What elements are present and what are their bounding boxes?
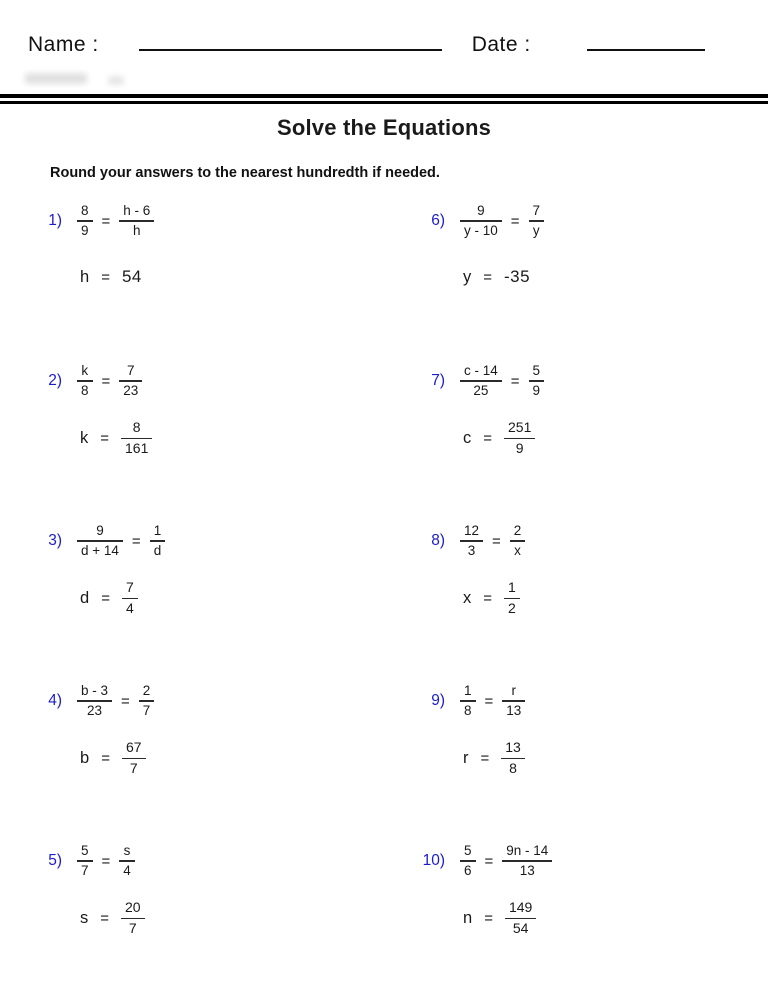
equals-sign: =: [101, 268, 110, 286]
answer-row: [463, 899, 768, 938]
fraction-numerator: 149: [508, 899, 533, 916]
answer-row: [80, 419, 383, 458]
equation-row: [417, 675, 768, 727]
fraction-denominator: 23: [86, 702, 103, 718]
problem-block: [383, 829, 768, 989]
equals-sign: =: [484, 909, 493, 927]
problem-number: 7): [431, 372, 445, 390]
fraction-denominator: 4: [125, 600, 134, 617]
fraction-denominator: 7: [81, 862, 89, 878]
fraction-denominator: 9: [515, 440, 524, 457]
equation-rhs-fraction: [529, 363, 545, 400]
equals-sign: =: [100, 909, 110, 927]
problem-number: 1): [48, 212, 62, 230]
fraction-numerator: s: [123, 842, 131, 858]
fraction-bar: [77, 540, 123, 542]
equation-rhs-fraction: [119, 843, 135, 880]
equation-row: [417, 195, 768, 247]
problem-block: [383, 509, 768, 669]
fraction-bar: [119, 860, 135, 862]
fraction-bar: [460, 860, 476, 862]
answer-value: [501, 739, 525, 778]
fraction-numerator: 12: [464, 522, 480, 538]
equation-rhs-fraction: [139, 683, 155, 720]
fraction-denominator: 9: [81, 222, 89, 238]
name-label: Name :: [28, 33, 99, 57]
answer-value: [122, 739, 146, 778]
fraction-denominator: 54: [512, 920, 529, 937]
answer-variable: b: [80, 748, 90, 767]
fraction-bar: [460, 220, 502, 222]
fraction-denominator: d: [153, 542, 162, 558]
fraction-denominator: 23: [123, 382, 139, 398]
equation-row: [34, 675, 383, 727]
answer-row: [463, 579, 768, 618]
fraction-numerator: 2: [142, 682, 151, 698]
fraction-denominator: 7: [129, 760, 138, 777]
equals-sign: =: [480, 749, 490, 767]
fraction-numerator: 1: [153, 522, 162, 538]
equals-sign: =: [101, 212, 111, 230]
fraction-bar: [77, 700, 112, 702]
answer-value: [121, 419, 152, 458]
fraction-denominator: 13: [506, 702, 522, 718]
fraction-denominator: 2: [508, 600, 516, 617]
equation-row: [34, 515, 383, 567]
fraction-bar: [119, 220, 154, 222]
problem-block: [0, 669, 383, 829]
equation-lhs-fraction: [460, 203, 502, 240]
equation-rhs-fraction: [502, 683, 525, 720]
fraction-bar: [460, 540, 483, 542]
equation-lhs-fraction: [460, 843, 476, 880]
fraction-denominator: 8: [509, 760, 517, 777]
fraction-denominator: 8: [81, 382, 89, 398]
fraction-bar: [505, 918, 536, 920]
fraction-bar: [460, 380, 502, 382]
equation-rhs-fraction: [502, 843, 552, 880]
fraction-bar: [122, 758, 146, 760]
fraction-denominator: d + 14: [81, 542, 119, 558]
problem-block: [0, 189, 383, 349]
fraction-bar: [501, 758, 525, 760]
equation-row: [417, 515, 768, 567]
problem-number: 2): [48, 372, 62, 390]
problem-block: [0, 349, 383, 509]
answer-variable: c: [463, 428, 472, 447]
fraction-numerator: 1: [508, 579, 516, 596]
fraction-denominator: 8: [464, 702, 472, 718]
fraction-numerator: r: [511, 682, 517, 698]
equation-rhs-fraction: [510, 523, 526, 560]
equals-sign: =: [101, 852, 111, 870]
instruction-text: Round your answers to the nearest hundredth if needed.: [50, 165, 440, 182]
fraction-numerator: 5: [464, 842, 472, 858]
fraction-numerator: 13: [505, 739, 521, 756]
equation-rhs-fraction: [150, 523, 166, 560]
fraction-numerator: 5: [532, 362, 541, 378]
answer-value: 54: [121, 267, 142, 287]
fraction-bar: [460, 700, 476, 702]
answer-variable: r: [463, 748, 469, 767]
fraction-numerator: c - 14: [464, 362, 498, 378]
equation-row: [417, 835, 768, 887]
answer-fraction: [505, 899, 536, 938]
equals-sign: =: [484, 852, 494, 870]
fraction-numerator: 9: [96, 522, 104, 538]
problem-number: 9): [431, 692, 445, 710]
answer-variable: n: [463, 908, 473, 927]
answer-fraction: [121, 419, 152, 458]
fraction-bar: [139, 700, 155, 702]
problem-number: 8): [431, 532, 445, 550]
equals-sign: =: [131, 532, 141, 550]
equation-lhs-fraction: [460, 523, 483, 560]
fraction-numerator: 2: [513, 522, 522, 538]
fraction-numerator: 7: [532, 202, 541, 218]
equation-lhs-fraction: [460, 363, 502, 400]
equals-sign: =: [510, 212, 520, 230]
fraction-denominator: 25: [473, 382, 489, 398]
equals-sign: =: [510, 372, 520, 390]
fraction-bar: [77, 220, 93, 222]
fraction-denominator: y: [532, 222, 540, 238]
equals-sign: =: [483, 268, 493, 286]
answer-variable: h: [80, 267, 90, 286]
header: [0, 0, 768, 57]
date-blank-line[interactable]: [587, 32, 705, 51]
equals-sign: =: [121, 692, 130, 710]
fraction-denominator: 161: [125, 440, 149, 457]
fraction-bar: [502, 860, 552, 862]
fraction-numerator: h - 6: [123, 202, 151, 218]
fraction-numerator: 67: [125, 739, 142, 756]
equation-lhs-fraction: [77, 203, 93, 240]
equation-rhs-fraction: [119, 363, 142, 400]
answer-value: [504, 419, 535, 458]
equals-sign: =: [101, 372, 111, 390]
fraction-denominator: y - 10: [464, 222, 498, 238]
fraction-bar: [502, 700, 525, 702]
answer-row: [463, 259, 768, 295]
fraction-numerator: 8: [132, 419, 141, 436]
problem-number: 5): [48, 852, 62, 870]
fraction-numerator: 9: [477, 202, 485, 218]
fraction-denominator: 13: [519, 862, 535, 878]
equation-rhs-fraction: [119, 203, 154, 240]
answer-fraction: [504, 579, 520, 618]
scan-artifact: [25, 73, 87, 84]
fraction-bar: [121, 918, 145, 920]
fraction-numerator: 20: [125, 899, 141, 916]
problem-block: [383, 189, 768, 349]
answer-row: [80, 899, 383, 938]
fraction-bar: [504, 438, 535, 440]
problem-block: [383, 349, 768, 509]
equals-sign: =: [483, 429, 493, 447]
problems-grid: [0, 189, 768, 989]
fraction-numerator: k: [81, 362, 89, 378]
fraction-denominator: h: [133, 222, 141, 238]
answer-fraction: [121, 899, 145, 938]
answer-variable: k: [80, 428, 89, 447]
equation-row: [34, 355, 383, 407]
answer-fraction: [501, 739, 525, 778]
equals-sign: =: [484, 692, 494, 710]
answer-fraction: [504, 419, 535, 458]
equation-lhs-fraction: [460, 683, 476, 720]
answer-value: [504, 579, 520, 618]
divider-double-rule: [0, 94, 768, 104]
fraction-denominator: x: [514, 542, 521, 558]
answer-fraction: [122, 579, 138, 618]
fraction-bar: [121, 438, 152, 440]
problem-number: 4): [48, 692, 62, 710]
fraction-bar: [504, 598, 520, 600]
fraction-denominator: 6: [464, 862, 472, 878]
answer-row: [80, 579, 383, 618]
equation-row: [34, 835, 383, 887]
equation-lhs-fraction: [77, 683, 112, 720]
equation-lhs-fraction: [77, 363, 93, 400]
equals-sign: =: [483, 589, 493, 607]
problem-block: [383, 669, 768, 829]
answer-row: [463, 419, 768, 458]
equals-sign: =: [101, 589, 110, 607]
answer-variable: d: [80, 588, 90, 607]
fraction-numerator: 7: [127, 362, 135, 378]
fraction-bar: [529, 380, 545, 382]
equation-lhs-fraction: [77, 523, 123, 560]
fraction-denominator: 3: [467, 542, 476, 558]
fraction-bar: [77, 380, 93, 382]
fraction-bar: [119, 380, 142, 382]
problem-block: [0, 509, 383, 669]
problem-block: [0, 829, 383, 989]
fraction-numerator: 5: [81, 842, 89, 858]
answer-row: [463, 739, 768, 778]
answer-value: [505, 899, 536, 938]
fraction-numerator: 9n - 14: [506, 842, 549, 858]
fraction-bar: [77, 860, 93, 862]
problem-number: 10): [422, 852, 445, 870]
equals-sign: =: [100, 429, 110, 447]
date-label: Date :: [471, 33, 531, 57]
fraction-denominator: 7: [128, 920, 137, 937]
fraction-numerator: 8: [81, 202, 89, 218]
scan-artifact: [108, 76, 124, 85]
equation-row: [417, 355, 768, 407]
answer-variable: x: [463, 588, 472, 607]
name-blank-line[interactable]: [139, 32, 442, 51]
fraction-bar: [150, 540, 166, 542]
fraction-bar: [510, 540, 526, 542]
answer-variable: y: [463, 267, 472, 286]
answer-value: -35: [504, 267, 531, 287]
equals-sign: =: [492, 532, 501, 550]
fraction-numerator: 7: [125, 579, 134, 596]
fraction-denominator: 4: [123, 862, 131, 878]
answer-fraction: [122, 739, 146, 778]
problem-number: 3): [48, 532, 62, 550]
fraction-numerator: 251: [508, 419, 532, 436]
fraction-bar: [529, 220, 545, 222]
equation-rhs-fraction: [529, 203, 545, 240]
fraction-denominator: 7: [142, 702, 151, 718]
answer-row: [80, 259, 383, 295]
equation-lhs-fraction: [77, 843, 93, 880]
fraction-numerator: 1: [464, 682, 472, 698]
fraction-numerator: b - 3: [81, 682, 109, 698]
equation-row: [34, 195, 383, 247]
answer-row: [80, 739, 383, 778]
fraction-denominator: 9: [532, 382, 541, 398]
answer-value: [122, 579, 138, 618]
fraction-bar: [122, 598, 138, 600]
answer-variable: s: [80, 908, 89, 927]
answer-value: [121, 899, 145, 938]
worksheet-title: Solve the Equations: [276, 115, 492, 141]
equals-sign: =: [101, 749, 110, 767]
problem-number: 6): [431, 212, 445, 230]
